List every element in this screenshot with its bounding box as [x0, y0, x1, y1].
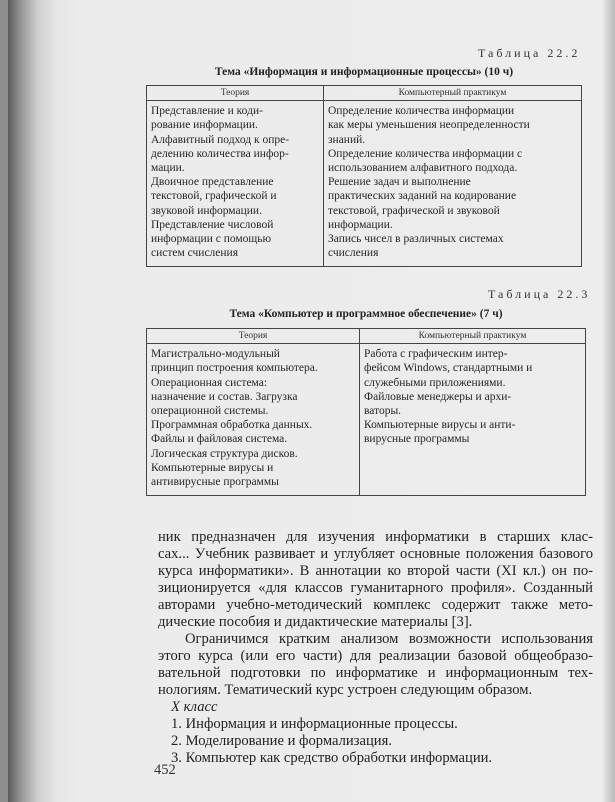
table1-practice-line: знаний.	[328, 133, 366, 146]
table2-practice-line: Файловые менеджеры и архи-	[364, 390, 512, 403]
table2-theory-line: принцип построения компьютера.	[151, 362, 318, 375]
table1-theory-line: делению количества инфор-	[151, 147, 289, 160]
table1-theory-line: Алфавитный подход к опре-	[151, 133, 290, 146]
table1-practice-line: практических заданий на кодирование	[328, 190, 517, 203]
table1-theory-line: Представление числовой	[151, 218, 274, 231]
table2-theory-line: антивирусные программы	[151, 476, 279, 489]
table2-caption: Таблица 22.3	[488, 287, 591, 301]
table1-practice-line: текстовой, графической и звуковой	[328, 204, 500, 217]
paragraph1-line: авторами учебно-методический комплекс содержит также мето-	[158, 597, 593, 613]
table1-theory-line: информации с помощью	[151, 233, 272, 246]
table2-header-row	[147, 329, 586, 344]
table2-header-theory: Теория	[147, 329, 360, 344]
table1-caption: Таблица 22.2	[478, 46, 581, 60]
table1-practice-line: Решение задач и выполнение	[328, 176, 471, 189]
table2-theory-line: Операционная система:	[151, 376, 268, 389]
table1-theory-line: систем счисления	[151, 247, 239, 260]
paragraph1-line: зиционируется «для классов гуманитарного профиля». Созданный	[158, 580, 593, 596]
paragraph1-line: курса информатики». В аннотации ко второй части (XI кл.) он по-	[158, 563, 593, 579]
page-number: 452	[154, 762, 176, 778]
table1-practice-line: использованием алфавитного подхода.	[328, 162, 518, 175]
table2-practice-line: Компьютерные вирусы и анти-	[364, 419, 516, 432]
table1-body-row	[147, 101, 582, 267]
table1-title: Тема «Информация и информационные процессы» (10 ч)	[214, 66, 514, 78]
table2-body-row	[147, 344, 586, 496]
table1-practice-cell	[324, 101, 582, 267]
table2-theory-line: Файлы и файловая система.	[151, 433, 288, 446]
table1-practice-line: как меры уменьшения неопределенности	[328, 119, 530, 132]
table2-header-practice: Компьютерный практикум	[360, 329, 586, 344]
table1-header-row	[147, 86, 582, 101]
table2-theory-line: Магистрально-модульный	[151, 348, 280, 361]
list-item: 1. Информация и информационные процессы.	[171, 716, 458, 732]
table2-theory-cell	[147, 344, 360, 496]
table1-practice-line: Определение количества информации	[328, 105, 515, 118]
table2-theory-line: Компьютерные вирусы и	[151, 461, 274, 474]
table2	[146, 328, 586, 496]
table1-theory-line: мации.	[151, 162, 185, 175]
table2-practice-cell	[360, 344, 586, 496]
list-item: 3. Компьютер как средство обработки информации.	[171, 750, 493, 766]
paragraph2-line: Ограничимся кратким анализом возможности использования	[185, 631, 593, 647]
table2-title: Тема «Компьютер и программное обеспечение» (7 ч)	[229, 308, 503, 320]
paragraph2-line: этого курса (или его части) для реализации базовой общеобразо-	[158, 648, 593, 664]
table2-practice-line: ваторы.	[364, 405, 402, 418]
paragraph2-line: вательной подготовки по информатике и информационным тех-	[158, 665, 593, 681]
table1-theory-cell	[147, 101, 324, 267]
paragraph2-line: нологиям. Тематический курс устроен следующим образом.	[158, 682, 533, 698]
table2-practice-line: вирусные программы	[364, 433, 470, 446]
table2-theory-line: Программная обработка данных.	[151, 419, 313, 432]
table1-practice-line: Определение количества информации с	[328, 147, 523, 160]
table2-practice-line: Работа с графическим интер-	[364, 348, 508, 361]
table1-theory-line: Представление и коди-	[151, 105, 263, 118]
table2-theory-line: Логическая структура дисков.	[151, 447, 298, 460]
paragraph1-line: дические пособия и дидактические материалы [3].	[158, 614, 473, 630]
class-heading: X класс	[171, 699, 218, 715]
table1-theory-line: звуковой информации.	[151, 204, 262, 217]
table1-practice-line: информации.	[328, 218, 393, 231]
table1-theory-line: рование информации.	[151, 119, 258, 132]
page-edge-shadow	[603, 0, 615, 802]
table1-header-theory: Теория	[147, 86, 324, 101]
table1-theory-line: текстовой, графической и	[151, 190, 277, 203]
table2-practice-line: фейсом Windows, стандартными и	[364, 362, 533, 375]
table2-practice-line: служебными приложениями.	[364, 376, 506, 389]
table1-practice-line: Запись чисел в различных системах	[328, 233, 504, 246]
table1-theory-line: Двоичное представление	[151, 176, 274, 189]
table1	[146, 85, 582, 267]
list-item: 2. Моделирование и формализация.	[171, 733, 392, 749]
table1-header-practice: Компьютерный практикум	[324, 86, 582, 101]
table2-theory-line: назначение и состав. Загрузка	[151, 390, 298, 403]
table2-theory-line: операционной системы.	[151, 405, 269, 418]
paragraph1-line: ник предназначен для изучения информатики в старших клас-	[158, 529, 593, 545]
body-text	[158, 529, 593, 767]
table1-practice-line: счисления	[328, 247, 379, 260]
paragraph1-line: сах... Учебник развивает и углубляет основные положения базового	[158, 546, 593, 562]
